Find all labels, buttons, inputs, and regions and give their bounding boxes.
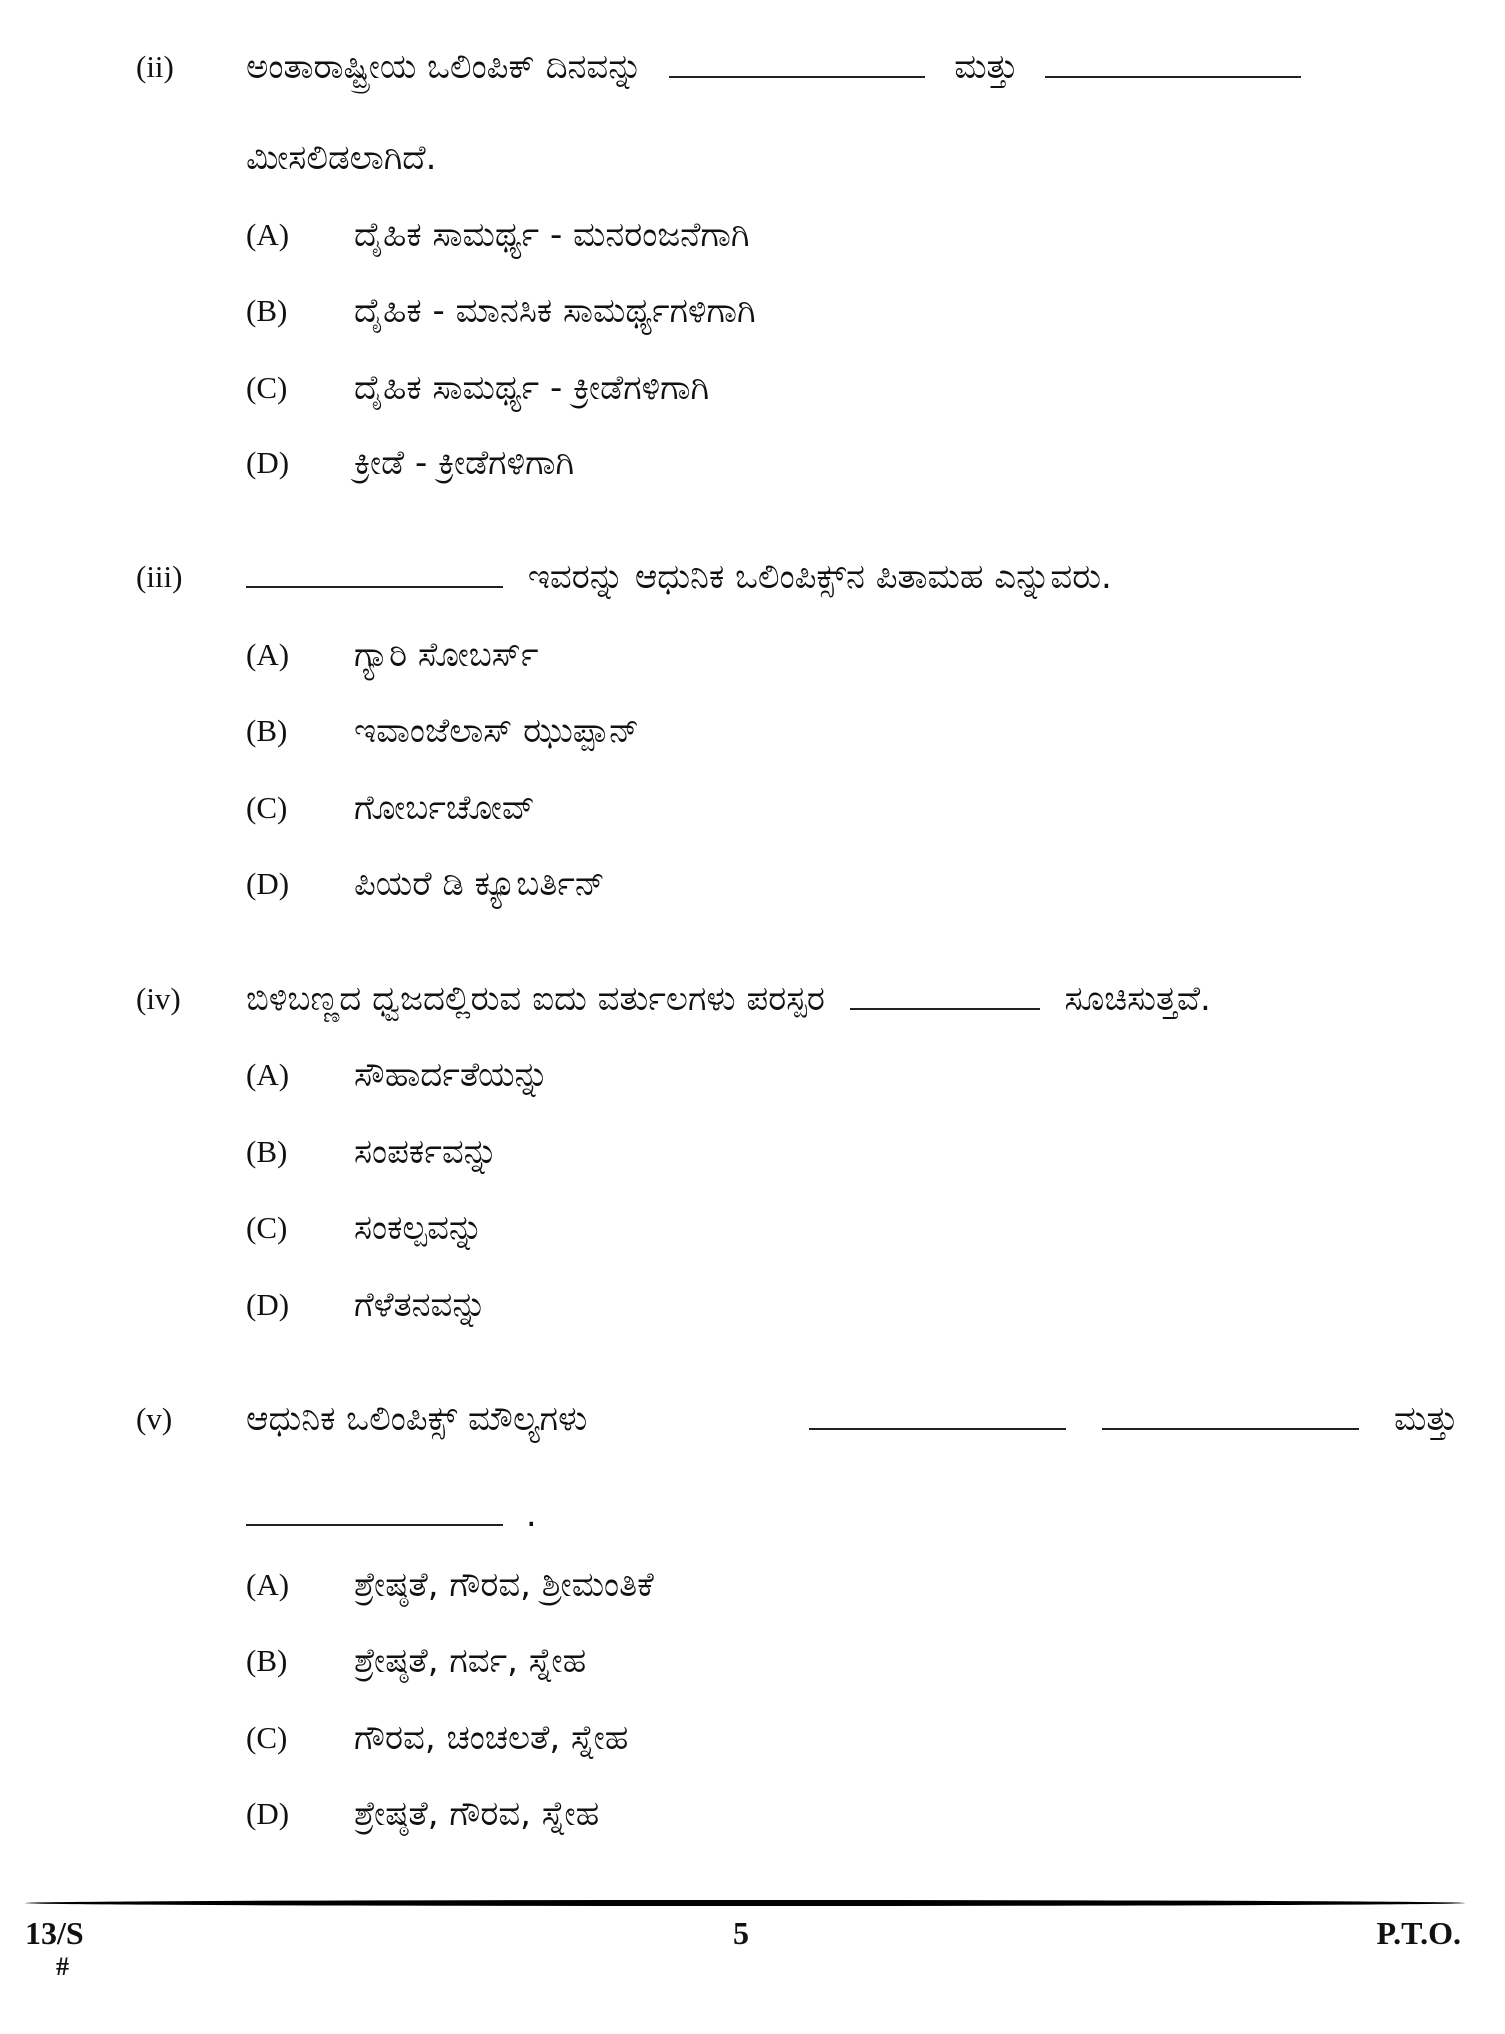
question-stem: ಆಧುನಿಕ ಒಲಿಂಪಿಕ್ಸ್ ಮೌಲ್ಯಗಳು [246,1399,588,1439]
option-text: ಗೌರವ, ಚಂಚಲತೆ, ಸ್ನೇಹ [354,1718,629,1758]
connector-word: ಮತ್ತು [1394,1399,1459,1439]
option-text: ಗ್ಯಾರಿ ಸೋಬರ್ಸ್ [354,635,539,675]
option-label: (C) [246,1210,288,1245]
question-text-continued [246,1493,537,1537]
option-text: ದೈಹಿಕ - ಮಾನಸಿಕ ಸಾಮರ್ಥ್ಯಗಳಿಗಾಗಿ [354,291,756,331]
option-text: ಗೆಳೆತನವನ್ನು [354,1285,487,1325]
period: . [525,1495,537,1535]
answer-blank [850,978,1040,1010]
option-label: (B) [246,293,288,328]
option-label: (C) [246,1720,288,1755]
question-stem: ಅಂತಾರಾಷ್ಟ್ರೀಯ ಒಲಿಂಪಿಕ್ ದಿನವನ್ನು [246,47,643,87]
option-text: ಶ್ರೇಷ್ಠತೆ, ಗೌರವ, ಶ್ರೀಮಂತಿಕೆ [354,1565,654,1605]
option-text: ಸಂಕಲ್ಪವನ್ನು [354,1208,484,1248]
option-label: (B) [246,1134,288,1169]
option-text: ಸೌಹಾರ್ದತೆಯನ್ನು [354,1055,549,1095]
question-number: (iv) [136,981,181,1016]
question-text [246,555,1112,599]
option-label: (A) [246,217,290,252]
option-text: ದೈಹಿಕ ಸಾಮರ್ಥ್ಯ - ಮನರಂಜನೆಗಾಗಿ [354,215,750,255]
footer-mark: # [56,1952,69,1981]
option-text: ಗೋರ್ಬಚೋವ್ [354,788,535,828]
question-number: (iii) [136,559,183,594]
question-number: (ii) [136,49,174,84]
question-stem-continued: ಮೀಸಲಿಡಲಾಗಿದೆ. [246,138,437,178]
option-text: ಪಿಯರೆ ಡಿ ಕ್ಯೂಬರ್ತಿನ್ [354,864,605,904]
option-label: (C) [246,790,288,825]
answer-blank [246,1494,503,1526]
option-label: (B) [246,713,288,748]
option-label: (C) [246,370,288,405]
answer-blank [246,556,503,588]
question-stem-end: ಸೂಚಿಸುತ್ತವೆ. [1064,979,1211,1019]
question-text [246,45,1301,89]
option-label: (D) [246,1287,290,1322]
option-text: ಶ್ರೇಷ್ಠತೆ, ಗರ್ವ, ಸ್ನೇಹ [354,1641,587,1681]
option-label: (B) [246,1643,288,1678]
option-label: (A) [246,1057,290,1092]
option-text: ಇವಾಂಜೆಲಾಸ್ ಝುಪ್ಪಾನ್ [354,711,640,751]
option-text: ದೈಹಿಕ ಸಾಮರ್ಥ್ಯ - ಕ್ರೀಡೆಗಳಿಗಾಗಿ [354,368,710,408]
option-label: (A) [246,637,290,672]
option-text: ಕ್ರೀಡೆ - ಕ್ರೀಡೆಗಳಿಗಾಗಿ [354,443,575,483]
question-text [246,977,1211,1021]
footer-divider [25,1900,1465,1906]
answer-blank [1102,1397,1359,1441]
page-number: 5 [733,1915,749,1951]
connector-word: ಮತ್ತು [954,47,1019,87]
option-label: (D) [246,445,290,480]
answer-blank [1045,46,1301,78]
option-label: (D) [246,1796,290,1831]
question-stem: ಇವರನ್ನು ಆಧುನಿಕ ಒಲಿಂಪಿಕ್ಸ್‌ನ ಪಿತಾಮಹ ಎನ್ನುವರು. [527,557,1112,597]
please-turn-over: P.T.O. [1376,1915,1461,1951]
option-label: (A) [246,1567,290,1602]
option-label: (D) [246,866,290,901]
option-text: ಸಂಪರ್ಕವನ್ನು [354,1132,498,1172]
answer-blank [809,1397,1066,1441]
question-stem: ಬಿಳಿಬಣ್ಣದ ಧ್ವಜದಲ್ಲಿರುವ ಐದು ವರ್ತುಲಗಳು ಪರಸ್ಪರ [246,979,825,1019]
question-number: (v) [136,1401,173,1436]
option-text: ಶ್ರೇಷ್ಠತೆ, ಗೌರವ, ಸ್ನೇಹ [354,1794,600,1834]
paper-code: 13/S [25,1915,84,1951]
answer-blank [669,46,925,78]
